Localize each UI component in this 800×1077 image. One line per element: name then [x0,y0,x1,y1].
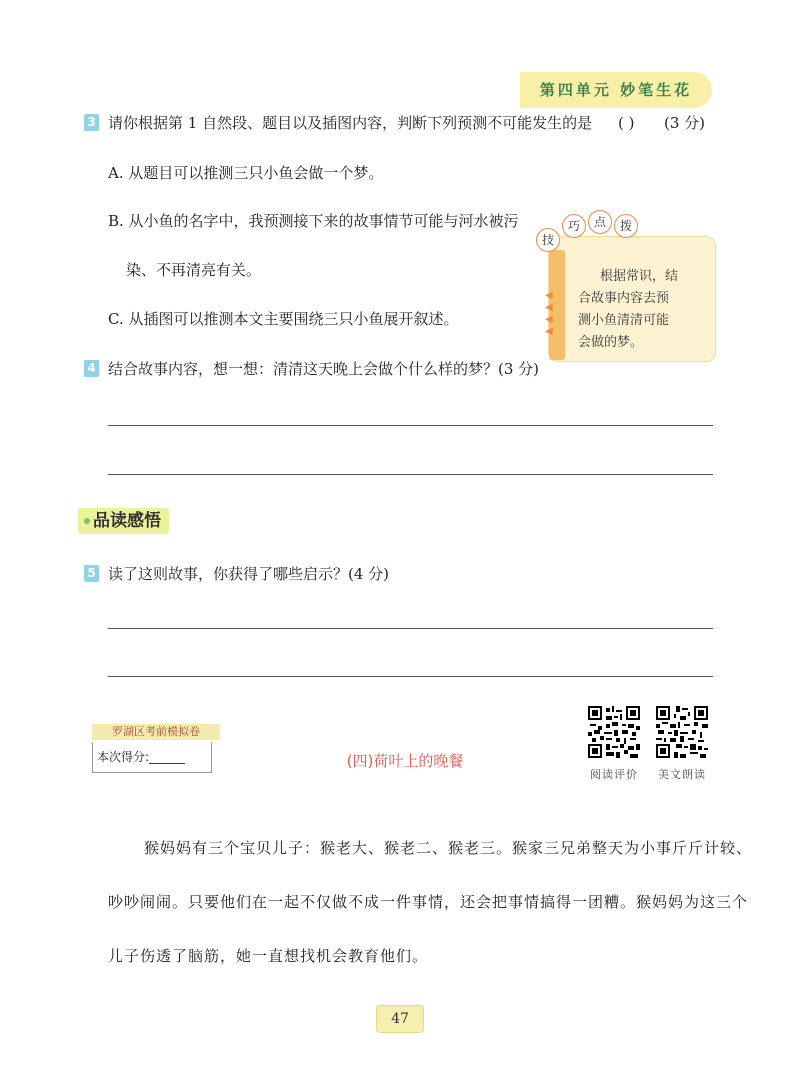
option-b: B. 从小鱼的名字中，我预测接下来的故事情节可能与河水被污 [108,212,519,230]
section-dot-icon [84,518,90,524]
story-line-1: 猴妈妈有三个宝贝儿子：猴老大、猴老二、猴老三。猴家三兄弟整天为小事斤斤计较、 [144,839,753,857]
answer-bracket: ( ) [618,114,635,132]
story-line-3: 儿子伤透了脑筋，她一直想找机会教育他们。 [108,947,429,965]
story-title: (四)荷叶上的晚餐 [346,752,464,770]
question-3-score: (3 分) [664,114,706,132]
score-field[interactable]: 本次得分:______ [92,742,212,773]
question-number-3: 3 [84,114,99,131]
section-title-text: 品读感悟 [93,511,161,531]
story-line-2: 吵吵闹闹。只要他们在一起不仅做不成一件事情，还会把事情搞得一团糟。猴妈妈为这三个 [108,893,749,911]
tip-decoration: ◀ ◀ ◀ ◀ [545,290,553,337]
qr-code-icon[interactable] [654,704,710,760]
tip-char-3: 点 [588,210,612,234]
option-a: A. 从题目可以推测三只小鱼会做一个梦。 [108,164,384,182]
question-number-4: 4 [84,360,99,377]
qr-code-icon[interactable] [586,704,642,760]
qr-label-right: 美文朗读 [658,768,706,781]
unit-tag: 第四单元 妙笔生花 [520,72,712,108]
tip-line: 根据常识，结 [600,269,679,284]
tip-char-2: 巧 [562,214,586,238]
tip-line: 会做的梦。 [578,335,644,350]
answer-line[interactable] [108,425,713,426]
answer-line[interactable] [108,474,713,475]
answer-line[interactable] [108,628,713,629]
question-number-5: 5 [84,565,99,582]
exam-label: 罗湖区考前模拟卷 [92,724,220,740]
page-number: 47 [376,1005,424,1033]
tip-char-4: 拨 [614,214,638,238]
section-title [78,508,169,534]
question-5-text: 读了这则故事，你获得了哪些启示？(4 分) [108,565,390,583]
question-3-text: 请你根据第 1 自然段、题目以及插图内容，判断下列预测不可能发生的是 [108,114,593,132]
tip-line: 合故事内容去预 [578,291,670,306]
question-4-text: 结合故事内容，想一想：清清这天晚上会做个什么样的梦？(3 分) [108,360,540,378]
tip-char-1: 技 [536,228,560,252]
answer-line[interactable] [108,676,713,677]
option-c: C. 从插图可以推测本文主要围绕三只小鱼展开叙述。 [108,310,459,328]
tip-line: 测小鱼清清可能 [578,313,670,328]
option-b-continued: 染、不再清亮有关。 [126,261,262,279]
tip-text [578,266,708,354]
qr-label-left: 阅读评价 [590,768,638,781]
